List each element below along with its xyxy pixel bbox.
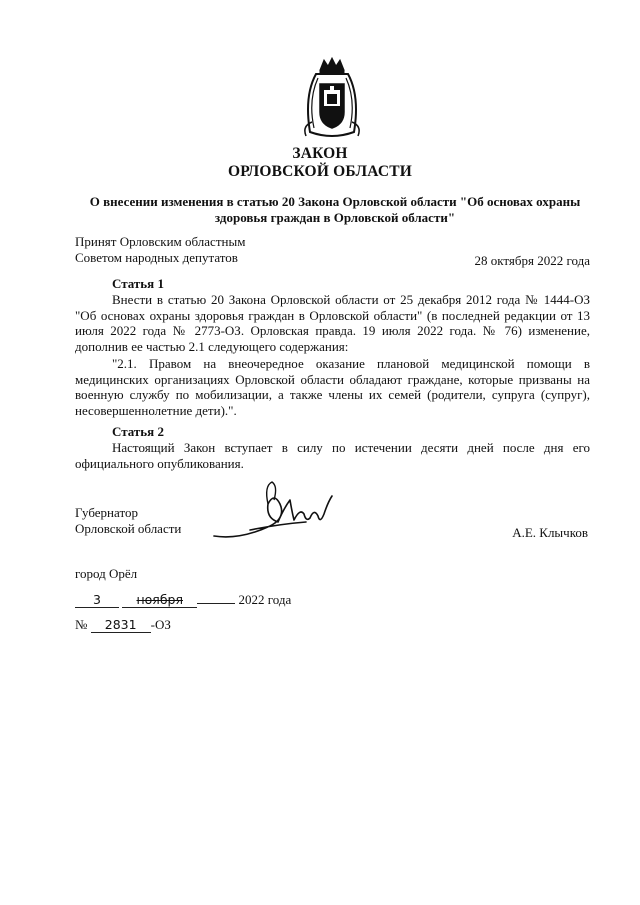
subject-line-1: О внесении изменения в статью 20 Закона Орловской области "Об основах охраны — [89, 194, 581, 209]
signatory-name: А.Е. Клычков — [512, 525, 588, 540]
signing-day: 3 — [75, 592, 119, 608]
region-title: ОРЛОВСКОЙ ОБЛАСТИ — [227, 163, 413, 180]
article-1-paragraph-1: Внести в статью 20 Закона Орловской области от 25 декабря 2012 года № 1444-ОЗ "Об основах охраны здоровья граждан в Орловской области" (в последней редакции от 13 июля 2022 года № 2773-ОЗ. Орловская правда. 19 июля 2022 года. № 76) изменение, дополнив ее частью 2.1 следующего содержания: — [75, 292, 590, 354]
law-title: ЗАКОН — [292, 145, 348, 162]
law-number — [75, 617, 171, 633]
signing-month: ноября — [122, 592, 197, 608]
adoption-line-2: Советом народных депутатов — [75, 250, 238, 265]
coat-of-arms-emblem — [298, 56, 366, 142]
signatory-title-line-1: Губернатор — [75, 505, 138, 520]
signing-date — [75, 592, 291, 608]
date-blank-line — [197, 603, 235, 604]
signing-city: город Орёл — [75, 566, 138, 581]
handwritten-signature — [210, 478, 340, 548]
number-sign: № — [75, 617, 88, 632]
signatory-title-line-2: Орловской области — [75, 521, 182, 536]
signing-year: 2022 года — [238, 592, 292, 607]
article-1-heading: Статья 1 — [112, 276, 164, 291]
law-subject — [70, 194, 600, 226]
adoption-info — [75, 234, 335, 266]
article-2-heading: Статья 2 — [112, 424, 164, 439]
adoption-line-1: Принят Орловским областным — [75, 234, 246, 249]
article-2-paragraph: Настоящий Закон вступает в силу по истечении десяти дней после дня его официального опубликования. — [75, 440, 590, 471]
subject-line-2: здоровья граждан в Орловской области" — [214, 210, 456, 225]
law-number-value: 2831 — [91, 617, 151, 633]
law-number-suffix: -ОЗ — [150, 617, 171, 632]
article-1-paragraph-2: "2.1. Правом на внеочередное оказание плановой медицинской помощи в медицинских организациях Орловской области обладают граждане, которые призваны на военную службу по мобилизации, а также члены их семей (родители, супруга (супруг), несовершеннолетние дети).". — [75, 356, 590, 418]
adoption-date: 28 октября 2022 года — [474, 253, 590, 268]
